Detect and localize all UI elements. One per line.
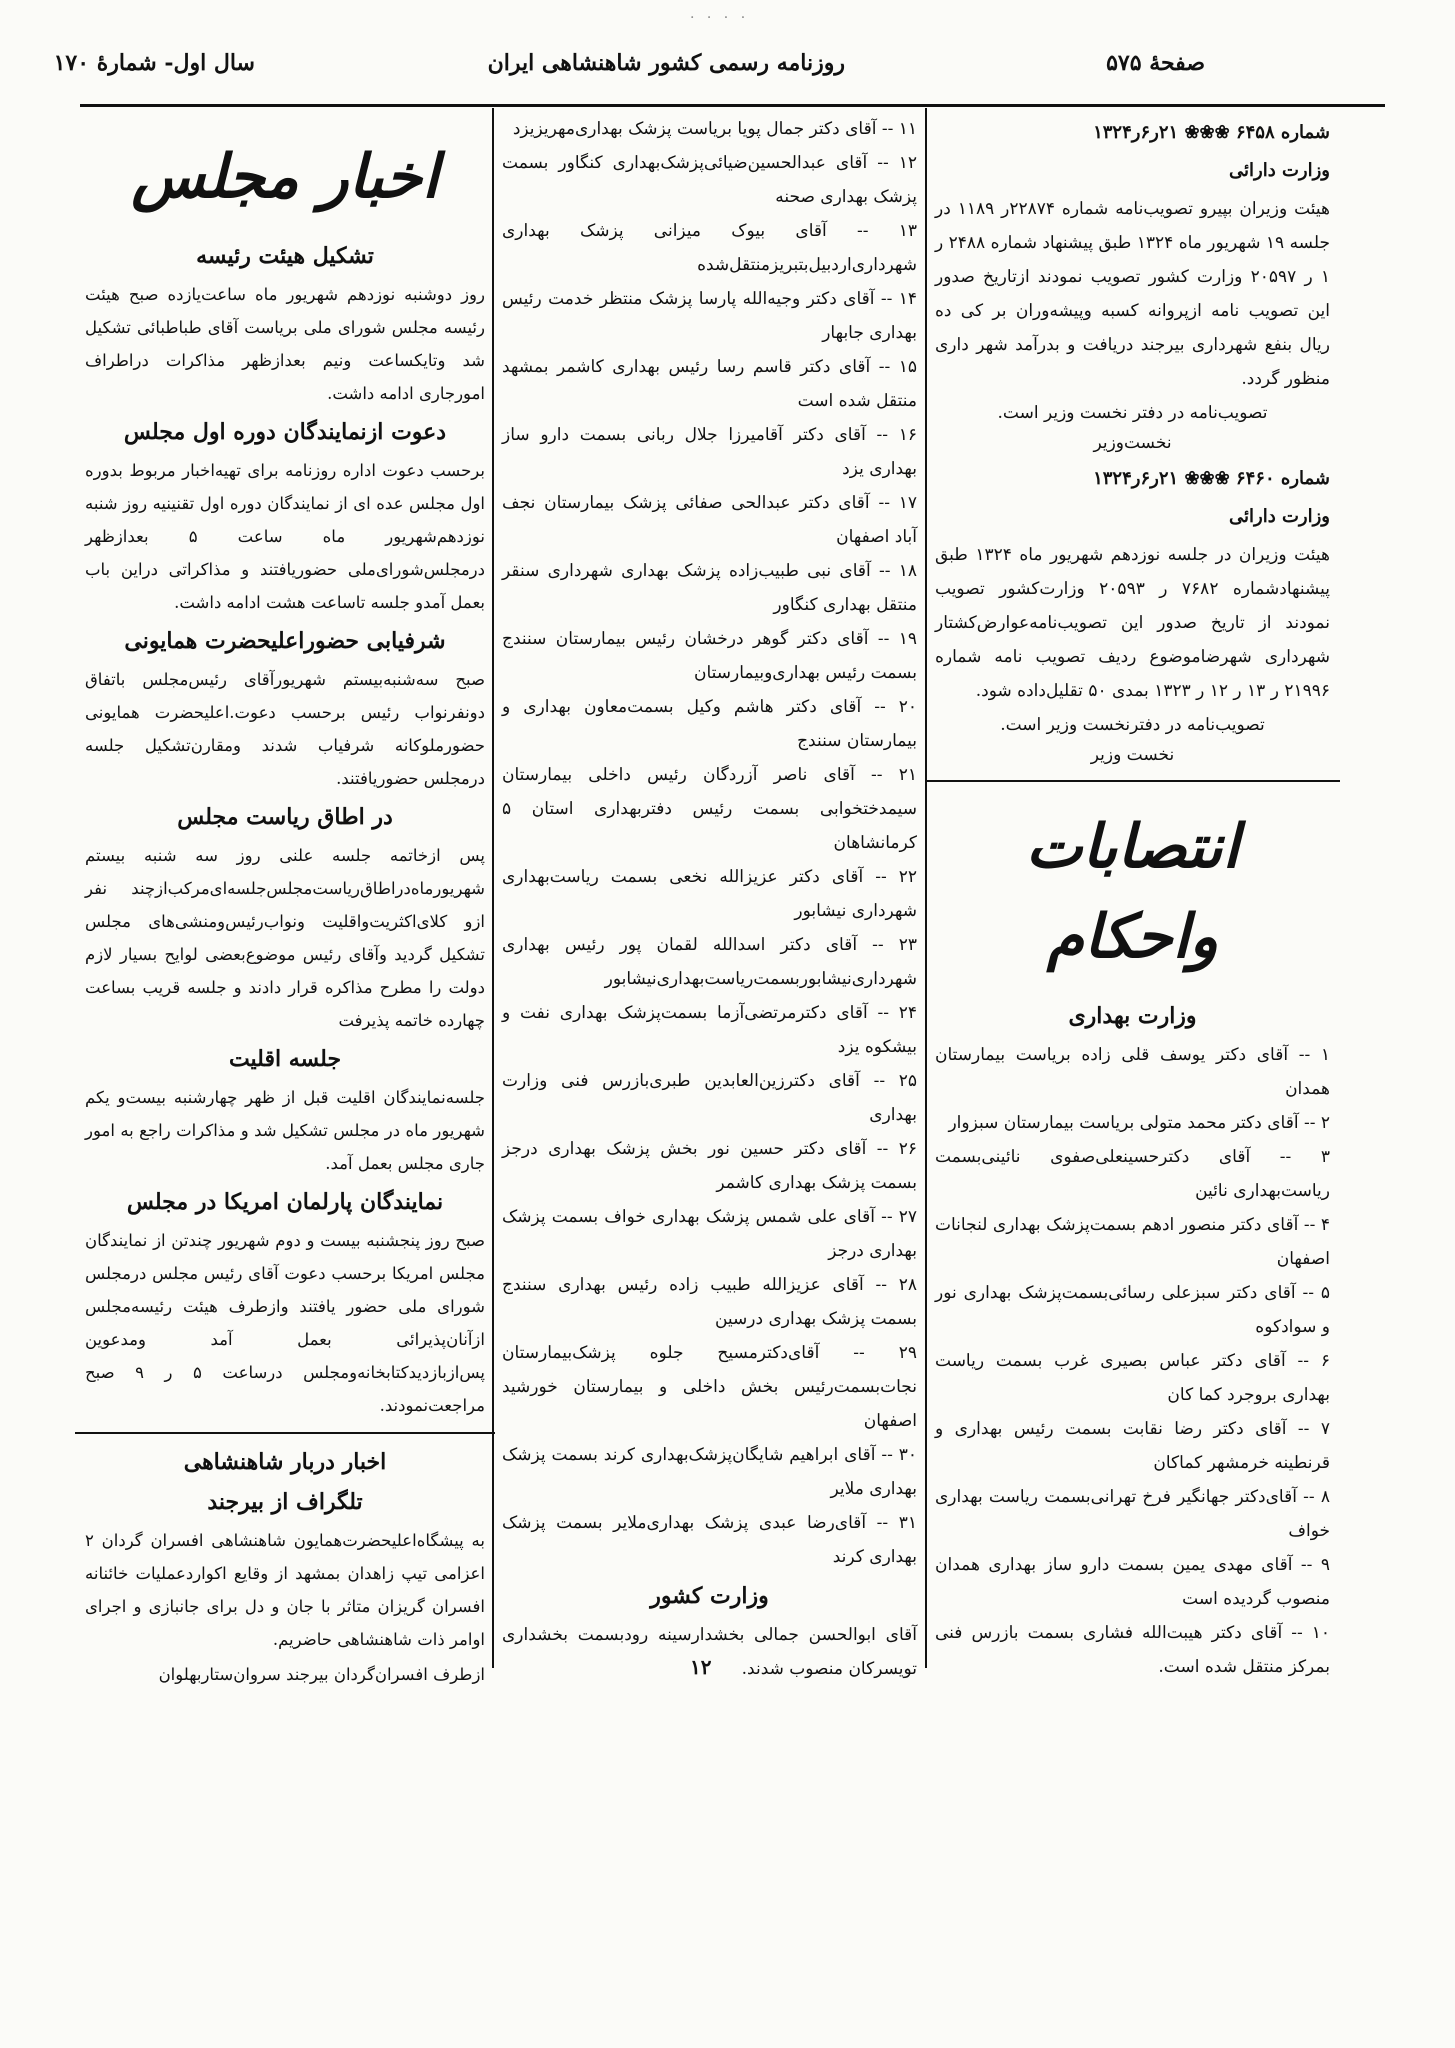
appointment-item: ۲۸ -- آقای عزیزالله طبیب زاده رئیس بهداری سنندج بسمت پزشک بهداری درسین: [502, 1275, 917, 1329]
appointment-item: ۸ -- آقای‌دکتر جهانگیر فرخ تهرانی‌بسمت ریاست بهداری خواف: [935, 1487, 1330, 1541]
parliament-news-title: اخبار مجلس: [131, 142, 439, 212]
appointment-item: ۲ -- آقای دکتر محمد متولی بریاست بیمارستان سبزوار: [948, 1113, 1330, 1133]
news-heading: دعوت ازنمایندگان دوره اول مجلس: [123, 419, 447, 445]
telegram-signature: ازطرف افسران‌گردان بیرجند سروان‌ستاربهلوان: [158, 1665, 485, 1684]
left-column: [85, 112, 485, 1693]
news-heading: تشکیل هیئت رئیسه: [196, 243, 374, 269]
news-text: برحسب دعوت اداره روزنامه برای تهیه‌اخبار مربوط بدوره اول مجلس عده ای از نمایندگان دوره اول تقنینیه روز شنبه نوزدهم‌شهریور ماه ساعت ۵ بعدازظهر درمجلس‌شورای‌ملی حضوریافتند و مذاکراتی دراین باب بعمل آمدو جلسه تاساعت هشت ادامه داشت.: [85, 461, 485, 612]
section-separator: [75, 1432, 495, 1434]
appointment-item: ۱۸ -- آقای نبی طبیب‌زاده پزشک بهداری شهرداری سنقر منتقل بهداری کنگاور: [502, 561, 917, 615]
appointment-item: ۱۱ -- آقای دکتر جمال پویا بریاست پزشک بهداری‌مهریزیزد: [512, 119, 917, 139]
interior-text: آقای ابوالحسن جمالی بخشدارسینه رودبسمت بخشداری تویسرکان منصوب شدند.: [502, 1625, 917, 1679]
news-text: صبح سه‌شنبه‌بیستم شهریورآقای رئیس‌مجلس باتفاق دونفرنواب رئیس برحسب دعوت.اعلیحضرت همایونی حضورملوکانه شرفیاب شدند ومقارن‌تشکیل جلسه درمجلس حضوریافتند.: [85, 670, 485, 788]
decree-ministry: وزارت دارائی: [1228, 506, 1330, 527]
appointment-item: ۱۰ -- آقای دکتر هیبت‌الله فشاری بسمت بازرس فنی بمرکز منتقل شده است.: [935, 1623, 1330, 1677]
court-news-title: اخبار دربار شاهنشاهی: [183, 1449, 387, 1475]
appointment-item: ۳ -- آقای دکترحسینعلی‌صفوی نائینی‌بسمت ریاست‌بهداری نائین: [935, 1147, 1330, 1201]
decree-signature: نخست وزیر: [1090, 745, 1175, 765]
header-paper-title: روزنامه رسمی کشور شاهنشاهی ایران: [487, 50, 845, 76]
appointment-item: ۴ -- آقای دکتر منصور ادهم بسمت‌پزشک بهداری لنجانات اصفهان: [935, 1215, 1330, 1269]
appointment-item: ۱۳ -- آقای بیوک میزانی پزشک بهداری شهرداری‌اردبیل‌بتبریز‌منتقل‌شده: [502, 221, 917, 275]
footer-page-number: ۱۲: [690, 1655, 712, 1679]
appointment-item: ۳۱ -- آقای‌رضا عبدی پزشک بهداری‌ملایر بسمت پزشک بهداری کرند: [502, 1513, 917, 1567]
appointment-item: ۱۶ -- آقای دکتر آقامیرزا جلال ربانی بسمت دارو ساز بهداری یزد: [502, 425, 917, 479]
appointments-title: انتصابات واحکام: [1025, 812, 1240, 972]
column-divider-right: [925, 108, 927, 1668]
appointment-item: ۱۴ -- آقای دکتر وجیه‌الله پارسا پزشک منتظر خدمت رئیس بهداری جابهار: [502, 289, 917, 343]
appointment-item: ۲۲ -- آقای دکتر عزیزالله نخعی بسمت ریاست‌بهداری شهرداری نیشابور: [502, 867, 917, 921]
decree-note: تصویب‌نامه در دفتر نخست وزیر است.: [997, 403, 1268, 423]
decree-ministry: وزارت دارائی: [1228, 160, 1330, 181]
right-column: [935, 112, 1330, 1684]
appointment-item: ۶ -- آقای دکتر عباس بصیری غرب بسمت ریاست بهداری بروجرد کما کان: [935, 1351, 1330, 1405]
decree-signature: نخست‌وزیر: [1093, 433, 1172, 453]
appointment-item: ۹ -- آقای مهدی یمین بسمت دارو ساز بهداری همدان منصوب گردیده است: [935, 1555, 1330, 1609]
decree-text: هیئت وزیران بپیرو تصویب‌نامه شماره ۲۲۸۷۴ر ۱۱۸۹ در جلسه ۱۹ شهریور ماه ۱۳۲۴ طبق پیشنهاد شماره ۲۴۸۸ ر ۱ ر ۲۰۵۹۷ وزارت کشور تصویب نمودند ازتاریخ صدور این تصویب نامه ازپروانه کسبه وپیشه‌وران بر کی ده ریال بنفع شهرداری بیرجند دریافت و بدرآمد شهر داری منظور گردد.: [935, 199, 1330, 389]
news-text: روز دوشنبه نوزدهم شهریور ماه ساعت‌یازده صبح هیئت رئیسه مجلس شورای ملی بریاست آقای طباطبائی تشکیل شد وتایکساعت ونیم بعدازظهر مذاکرات دراطراف امورجاری ادامه داشت.: [85, 285, 485, 403]
appointment-item: ۲۵ -- آقای دکترزین‌العابدین طبری‌بازرس فنی وزارت بهداری: [502, 1071, 917, 1125]
ministry-interior-heading: وزارت کشور: [650, 1583, 769, 1609]
appointment-item: ۲۴ -- آقای دکترمرتضی‌آزما بسمت‌پزشک بهداری نفت و بیشکوه یزد: [502, 1003, 917, 1057]
appointment-item: ۲۹ -- آقای‌دکترمسیح جلوه پزشک‌بیمارستان نجات‌بسمت‌رئیس بخش داخلی و بیمارستان خورشید اصفهان: [502, 1343, 917, 1431]
header-rule: [80, 104, 1385, 107]
ministry-health-heading: وزارت بهداری: [1068, 1003, 1197, 1029]
appointment-item: ۲۰ -- آقای دکتر هاشم وکیل بسمت‌معاون بهداری و بیمارستان سنندج: [502, 697, 917, 751]
appointment-item: ۷ -- آقای دکتر رضا نقابت بسمت رئیس بهداری و قرنطینه خرمشهر کماکان: [935, 1419, 1330, 1473]
section-separator: [925, 780, 1340, 782]
decree-number-date: شماره ۶۴۶۰ ❀❀❀ ۲۱ر۶ر۱۳۲۴: [1093, 468, 1330, 489]
news-text: صبح روز پنجشنبه بیست و دوم شهریور چندتن از نمایندگان مجلس امریکا برحسب دعوت آقای رئیس مجلس درمجلس شورای ملی حضور یافتند وازطرف هیئت رئیسه‌مجلس ازآنان‌پذیرائی بعمل آمد ومدعوین پس‌ازبازدید‌کتابخانه‌ومجلس درساعت ۵ ‌ر ۹ صبح مراجعت‌نمودند.: [85, 1231, 486, 1415]
decree-text: هیئت وزیران در جلسه نوزدهم شهریور ماه ۱۳۲۴ طبق پیشنهادشماره ۷۶۸۲ ر ۲۰۵۹۳ وزارت‌کشور تصویب نمودند از تاریخ صدور این تصویب‌نامه‌عوارض‌کشتار شهرداری شهرضاموضوع ردیف تصویب نامه شماره ۲۱۹۹۶ ر ۱۳ ر ۱۲ ر ۱۳۲۳ بمدی ۵۰ تقلیل‌داده شود.: [935, 545, 1331, 701]
news-heading: جلسه اقلیت: [228, 1046, 342, 1072]
header-page-number: صفحهٔ ۵۷۵: [1106, 50, 1205, 76]
top-ornament: · · · ·: [690, 10, 750, 26]
appointment-item: ۲۶ -- آقای دکتر حسین نور بخش پزشک بهداری درجز بسمت پزشک بهداری کاشمر: [502, 1139, 917, 1193]
news-heading: در اطاق ریاست مجلس: [177, 804, 393, 830]
news-text: جلسه‌نمایندگان اقلیت قبل از ظهر چهارشنبه بیست‌و یکم شهریور ماه در مجلس تشکیل شد و مذاکرات راجع به امور جاری مجلس بعمل آمد.: [85, 1088, 485, 1173]
news-heading: شرفیابی حضوراعلیحضرت همایونی: [124, 628, 446, 654]
appointment-item: ۱۷ -- آقای دکتر عبدالحی صفائی پزشک بیمارستان نجف آباد اصفهان: [502, 493, 917, 547]
news-heading: نمایندگان پارلمان امریکا در مجلس: [126, 1189, 444, 1215]
telegram-heading: تلگراف از بیرجند: [207, 1489, 363, 1515]
appointment-item: ۲۱ -- آقای ناصر آزردگان رئیس داخلی بیمارستان سیمدختخوابی بسمت رئیس دفتربهداری استان ۵ کرمانشاهان: [502, 765, 917, 853]
appointment-item: ۵ -- آقای دکتر سبزعلی رسائی‌بسمت‌پزشک بهداری نور و سوادکوه: [935, 1283, 1330, 1337]
decree-number-date: شماره ۶۴۵۸ ❀❀❀ ۲۱ر۶ر۱۳۲۴: [1093, 122, 1330, 143]
appointment-item: ۲۳ -- آقای دکتر اسدالله لقمان پور رئیس بهداری شهرداری‌نیشابوربسمت‌ریاست‌بهداری‌نیشابور: [502, 935, 917, 989]
appointment-item: ۱ -- آقای دکتر یوسف قلی زاده بریاست بیمارستان همدان: [935, 1045, 1330, 1099]
appointment-item: ۱۵ -- آقای دکتر قاسم رسا رئیس بهداری کاشمر بمشهد منتقل شده است: [502, 357, 917, 411]
middle-column: [502, 112, 917, 1686]
appointment-item: ۱۲ -- آقای عبدالحسین‌ضیائی‌پزشک‌بهداری کنگاور بسمت پزشک بهداری صحنه: [502, 153, 917, 207]
appointment-item: ۱۹ -- آقای دکتر گوهر درخشان رئیس بیمارستان سنندج بسمت رئیس بهداری‌وبیمارستان: [502, 629, 917, 683]
telegram-text: به پیشگاه‌اعلیحضرت‌همایون شاهنشاهی افسران گردان ۲ اعزامی تیپ زاهدان بمشهد از وقایع اکواردعملیات خائنانه افسران گریزان متاثر با جان و دل برای جانبازی و اجرای اوامر ذات شاهنشاهی حاضریم.: [85, 1531, 485, 1649]
appointment-item: ۲۷ -- آقای علی شمس پزشک بهداری خواف بسمت پزشک بهداری درجز: [502, 1207, 917, 1261]
appointment-item: ۳۰ -- آقای ابراهیم شایگان‌پزشک‌بهداری کرند بسمت پزشک بهداری ملایر: [502, 1445, 917, 1499]
decree-note: تصویب‌نامه در دفترنخست وزیر است.: [1000, 715, 1265, 735]
news-text: پس ازخاتمه جلسه علنی روز سه شنبه بیستم شهریورماه‌دراطاق‌ریاست‌مجلس‌جلسه‌ای‌مرکب‌ازچند نفر ازو کلای‌اکثریت‌واقلیت ونواب‌رئیس‌ومنشی‌های مجلس تشکیل گردید وآقای رئیس موضوع‌بعضی لوایح بسیار لازم دولت را مطرح مذاکره قرار دادند و جلسه قریب بساعت چهارده خاتمه پذیرفت: [85, 846, 485, 1030]
header-year-issue: سال اول- شمارهٔ ۱۷۰: [53, 50, 255, 76]
column-divider-left: [492, 108, 494, 1668]
